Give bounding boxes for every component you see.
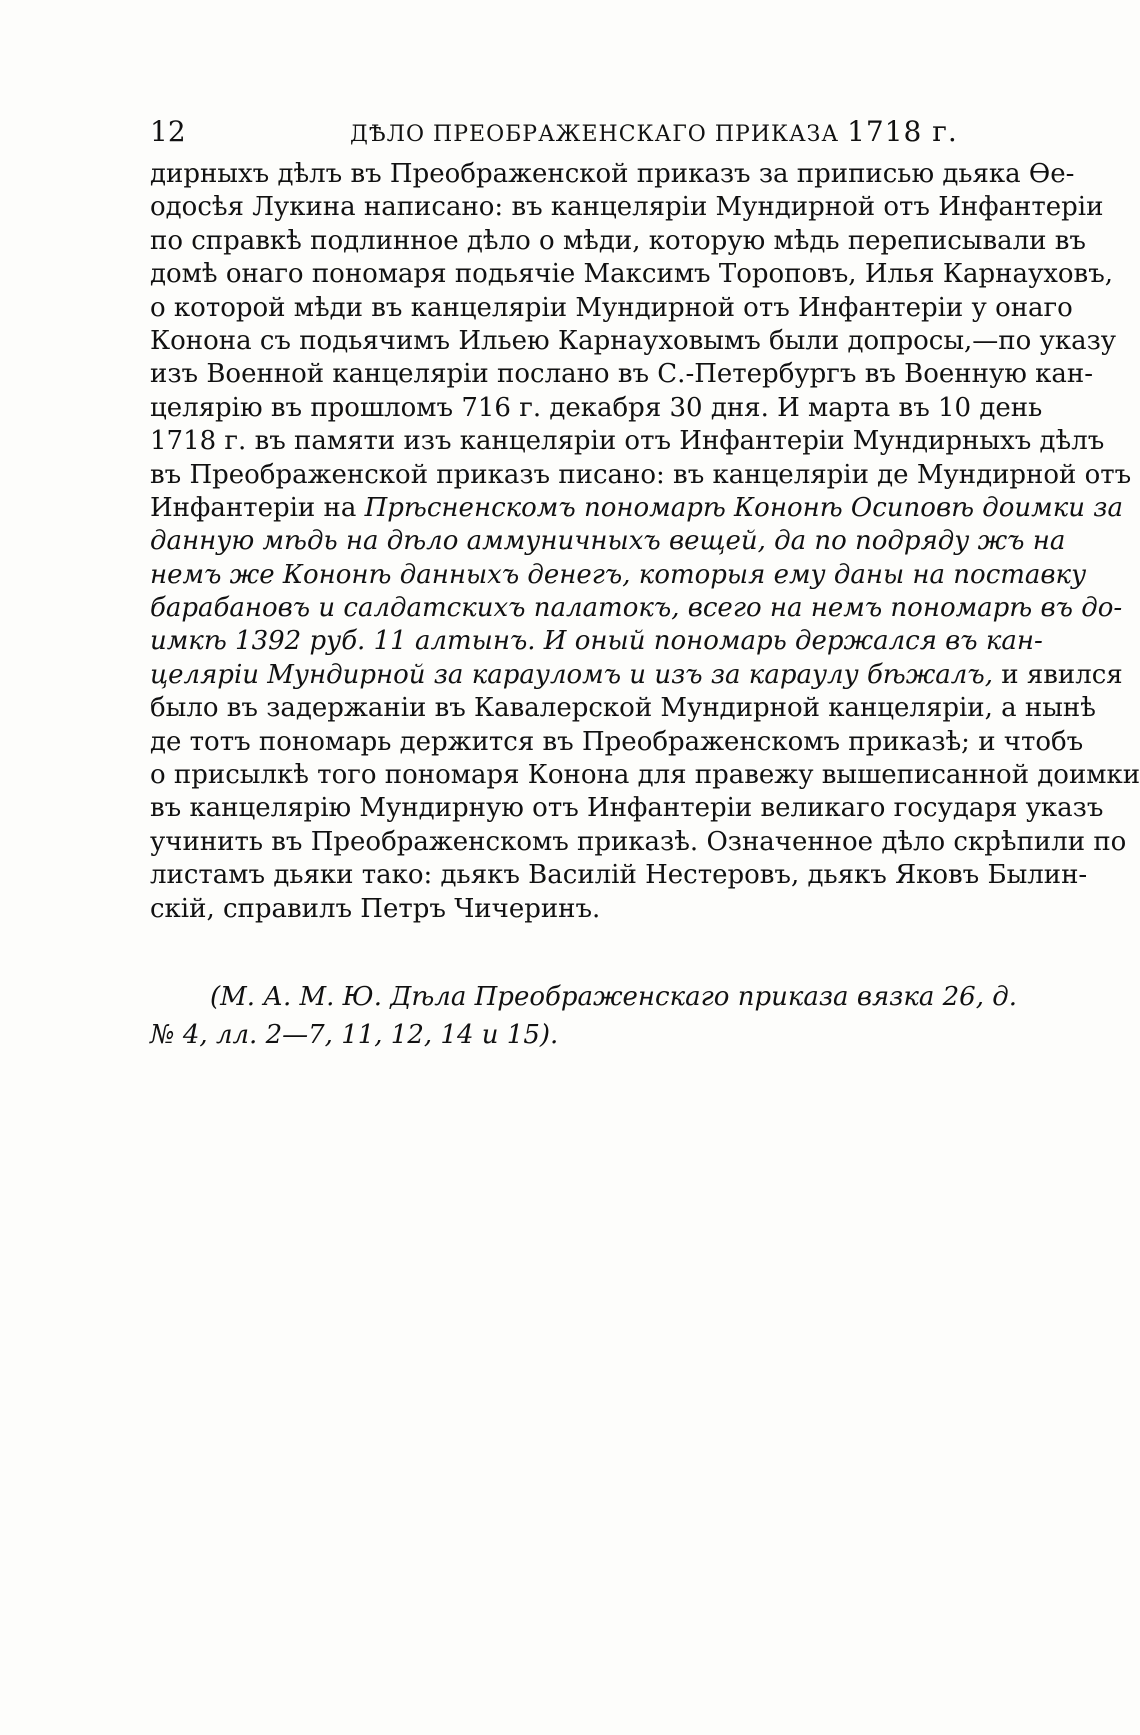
text-line: одосѣя Лукина написано: въ канцеляріи Мундирной отъ Инфантеріи [150, 192, 1104, 223]
text-line: дирныхъ дѣлъ въ Преображенской приказъ за приписью дьяка Ѳе- [150, 159, 1075, 189]
text-line: целярію въ прошломъ 716 г. декабря 30 дня. И марта въ 10 день [150, 392, 1043, 423]
citation-line: (М. А. М. Ю. Дѣла Преображенскаго приказа вязка 26, д. [210, 982, 1017, 1012]
text-segment: Инфантеріи на [150, 492, 365, 523]
text-line: учинить въ Преображенскомъ приказѣ. Означенное дѣло скрѣпили по [150, 826, 1127, 857]
text-line: Конона съ подьячимъ Ильею Карнауховымъ были допросы,—по указу [150, 325, 1117, 356]
italic-line: имкѣ 1392 руб. 11 алтынъ. И оный пономарь держался въ кан- [150, 626, 1043, 657]
running-title-text: ДѢЛО ПРЕОБРАЖЕНСКАГО ПРИКАЗА [350, 122, 840, 147]
italic-segment: Прѣсненскомъ пономарѣ Кононѣ Осиповѣ доимки за [364, 492, 1123, 523]
italic-line: барабановъ и салдатскихъ палатокъ, всего на немъ пономарѣ въ до- [150, 593, 1123, 624]
italic-line: данную мѣдь на дѣло аммуничныхъ вещей, да по подряду жъ на [150, 526, 1066, 557]
text-segment: и явился [992, 659, 1123, 690]
text-line: въ канцелярію Мундирную отъ Инфантеріи великаго государя указъ [150, 793, 1104, 824]
text-line: 1718 г. въ памяти изъ канцеляріи отъ Инфантеріи Мундирныхъ дѣлъ [150, 426, 1105, 457]
text-line: было въ задержаніи въ Кавалерской Мундирной канцеляріи, а нынѣ [150, 693, 1096, 724]
source-citation [150, 978, 1017, 1054]
italic-line: немъ же Кононѣ данныхъ денегъ, которыя ему даны на поставку [150, 559, 1087, 590]
body-paragraph [150, 158, 1140, 926]
text-line-last: скій, справилъ Петръ Чичеринъ. [150, 893, 601, 924]
text-line: о присылкѣ того пономаря Конона для правежу вышеписанной доимки [150, 760, 1140, 791]
italic-segment: целяріи Мундирной за карауломъ и изъ за караулу бѣжалъ, [150, 659, 993, 690]
text-line: по справкѣ подлинное дѣло о мѣди, которую мѣдь переписывали въ [150, 225, 1086, 256]
running-title-year: 1718 г. [847, 115, 958, 148]
page-number: 12 [150, 115, 186, 148]
text-line-mixed [150, 492, 1123, 525]
running-title [350, 112, 958, 155]
text-line: де тотъ пономарь держится въ Преображенскомъ приказѣ; и чтобъ [150, 726, 1084, 757]
text-line-mixed [150, 659, 1123, 692]
text-line: домѣ онаго пономаря подьячіе Максимъ Тороповъ, Илья Карнауховъ, [150, 259, 1114, 290]
text-line: о которой мѣди въ канцеляріи Мундирной отъ Инфантеріи у онаго [150, 292, 1073, 323]
citation-line: № 4, лл. 2—7, 11, 12, 14 и 15). [150, 1020, 559, 1050]
text-line: листамъ дьяки тако: дьякъ Василій Нестеровъ, дьякъ Яковъ Былин- [150, 860, 1088, 891]
text-line: изъ Военной канцеляріи послано въ С.-Петербургъ въ Военную кан- [150, 359, 1094, 390]
text-line: въ Преображенской приказъ писано: въ канцеляріи де Мундирной отъ [150, 459, 1132, 490]
running-header [150, 112, 1010, 152]
